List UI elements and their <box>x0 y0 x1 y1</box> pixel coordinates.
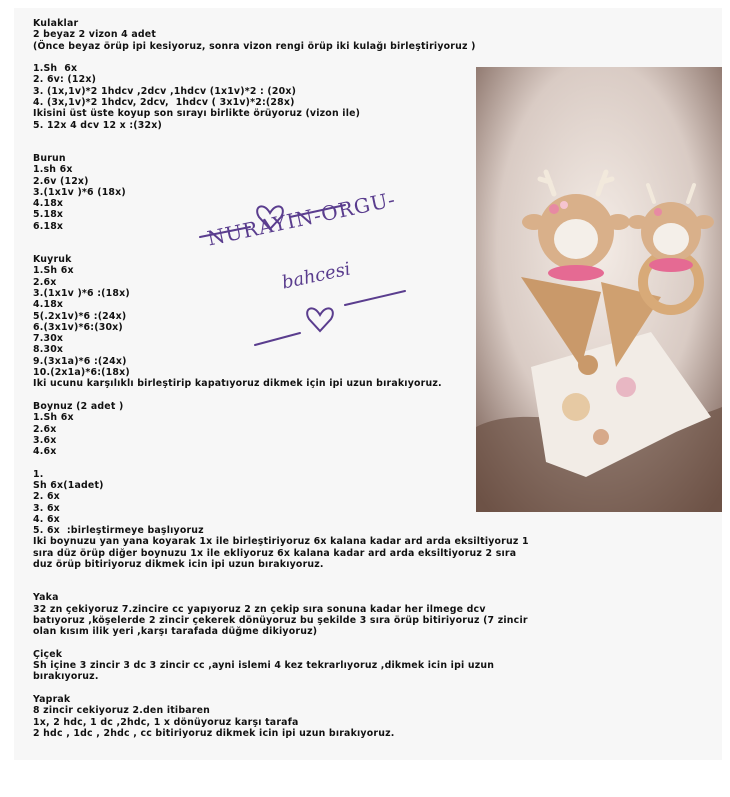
pattern-line: Sh 6x(1adet) <box>33 479 104 491</box>
pattern-line: 3.(1x1v )*6 (18x) <box>33 186 126 198</box>
pattern-line: 3. (1x,1v)*2 1hdcv ,2dcv ,1hdcv (1x1v)*2 : (20x) <box>33 85 297 97</box>
pattern-line: 2.6x <box>33 423 57 435</box>
pattern-line: 2. 6v: (12x) <box>33 74 97 86</box>
pattern-line: 1.sh 6x <box>33 164 73 176</box>
watermark-subtitle: bahcesi <box>280 258 353 294</box>
pattern-paragraph: Iki boynuzu yan yana koyarak 1x ile birleştiriyoruz 6x kalana kadar ard arda eksiltiyoruz 1 sıra düz örüp diğer boynuzu 1x ile ekliyoruz 6x kalana kadar ard arda eksiltiyoruz 2 sıra duz örüp bitiriyoruz dikmek icin ipi uzun bırakıyoruz. <box>33 536 529 571</box>
pattern-line: 2.6x <box>33 276 57 288</box>
pattern-line: 1.Sh 6x <box>33 265 74 277</box>
pattern-line: 4. 6x <box>33 513 60 525</box>
pattern-line: (Önce beyaz örüp ipi kesiyoruz, sonra vizon rengi örüp iki kulağı birleştiriyoruz ) <box>33 40 476 52</box>
section-title-burun: Burun <box>33 152 66 164</box>
pattern-line: 6.(3x1v)*6:(30x) <box>33 321 123 333</box>
pattern-line: 8 zincir cekiyoruz 2.den itibaren <box>33 705 211 717</box>
pattern-line: 1x, 2 hdc, 1 dc ,2hdc, 1 x dönüyoruz karşı tarafa <box>33 716 299 728</box>
pattern-line: 10.(2x1a)*6:(18x) <box>33 367 130 379</box>
pattern-line: 2.6v (12x) <box>33 175 89 187</box>
watermark <box>195 185 415 360</box>
pattern-text <box>33 18 533 739</box>
product-photo <box>476 67 722 512</box>
pattern-line: 4.18x <box>33 299 64 311</box>
section-title-boynuz: Boynuz (2 adet ) <box>33 400 124 412</box>
pattern-line: 2 beyaz 2 vizon 4 adet <box>33 29 157 41</box>
pattern-line: 4. (3x,1v)*2 1hdcv, 2dcv, 1hdcv ( 3x1v)*2:(28x) <box>33 97 295 109</box>
pattern-line: 6.18x <box>33 220 64 232</box>
pattern-line: Ikisini üst üste koyup son sırayı birlikte örüyoruz (vizon ile) <box>33 108 361 120</box>
pattern-line: 3. 6x <box>33 502 60 514</box>
pattern-line: 7.30x <box>33 333 64 345</box>
pattern-line: 5(.2x1v)*6 :(24x) <box>33 310 127 322</box>
pattern-line: 1. <box>33 468 44 480</box>
pattern-line: 2. 6x <box>33 491 60 503</box>
pattern-line: 5. 12x 4 dcv 12 x :(32x) <box>33 119 162 131</box>
section-title-yaprak: Yaprak <box>33 694 71 706</box>
pattern-paragraph: 32 zn çekiyoruz 7.zincire cc yapıyoruz 2 zn çekip sıra sonuna kadar her ilmege dcv batıyoruz ,köşelerde 2 zincir çekerek dönüyoruz bu şekilde 3 sıra örüp bitiriyoruz (7 zincir olan kısım ilik yeri ,karşı tarafada düğme dikiyoruz) <box>33 603 528 638</box>
pattern-line: 2 hdc , 1dc , 2hdc , cc bitiriyoruz dikmek icin ipi uzun bırakıyoruz. <box>33 727 395 739</box>
pattern-line: 9.(3x1a)*6 :(24x) <box>33 355 127 367</box>
section-title-kulaklar: Kulaklar <box>33 18 79 29</box>
section-title-cicek: Çiçek <box>33 648 63 660</box>
pattern-line: 3.(1x1v )*6 :(18x) <box>33 287 130 299</box>
pattern-line: 5.18x <box>33 209 64 221</box>
pattern-line: 1.Sh 6x <box>33 412 74 424</box>
watermark-name: NURAYIN-ORGU- <box>205 187 398 251</box>
pattern-line: 5. 6x :birleştirmeye başlıyoruz <box>33 525 204 537</box>
pattern-line: 8.30x <box>33 344 64 356</box>
section-title-yaka: Yaka <box>33 592 59 604</box>
pattern-line: 4.6x <box>33 446 57 458</box>
pattern-paragraph: Sh içine 3 zincir 3 dc 3 zincir cc ,ayni islemi 4 kez tekrarlıyoruz ,dikmek icin ipi uzun bırakıyoruz. <box>33 660 495 683</box>
section-title-kuyruk: Kuyruk <box>33 254 72 266</box>
pattern-line: 4.18x <box>33 198 64 210</box>
pattern-line: 1.Sh 6x <box>33 63 78 75</box>
pattern-line: 3.6x <box>33 434 57 446</box>
pattern-line: Iki ucunu karşılıklı birleştirip kapatıyoruz dikmek için ipi uzun bırakıyoruz. <box>33 378 442 390</box>
